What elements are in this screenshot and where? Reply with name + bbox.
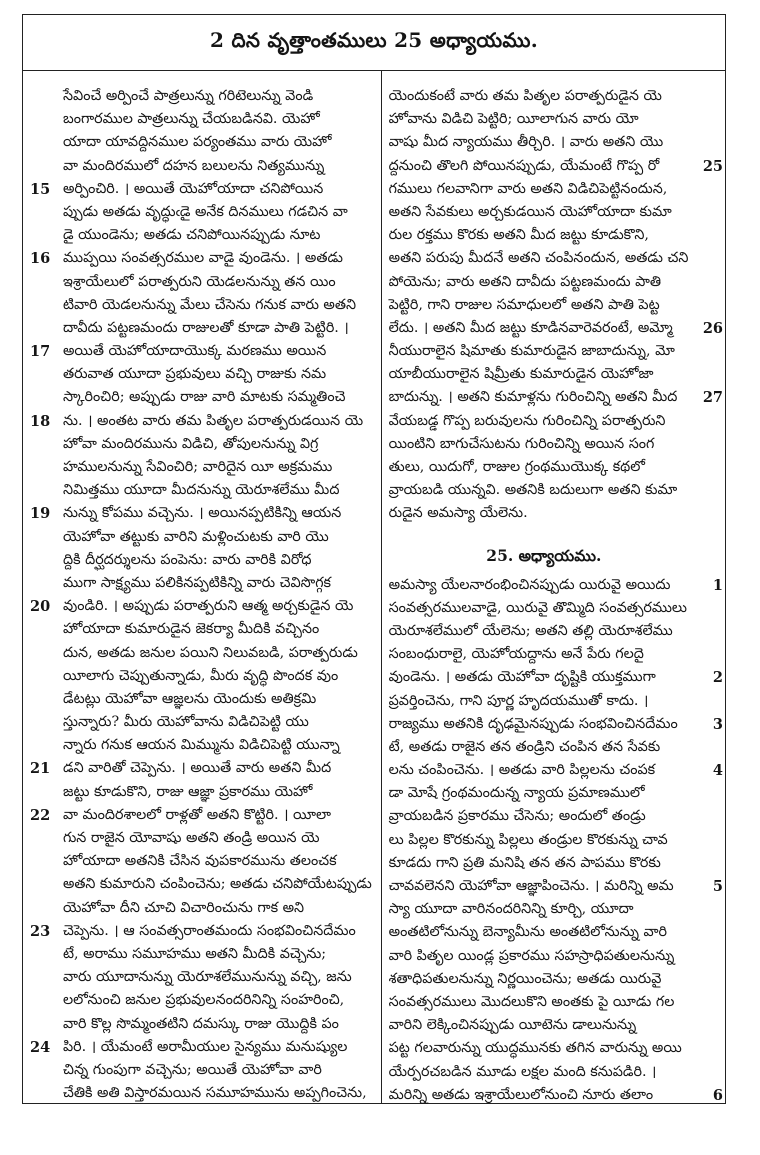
text-line bbox=[389, 991, 699, 1014]
verse-text: స్యా యూదా వారినందరినిన్ని కూర్చి, యూదా bbox=[388, 901, 634, 918]
verse-text: పెట్టిరి, గాని రాజుల సమాధులలో అతని పాతి పెట్ట bbox=[388, 296, 660, 313]
text-line bbox=[30, 410, 374, 433]
text-line bbox=[389, 178, 699, 201]
verse-text: పిరి. । యేమంటే అరామీయుల సైన్యము మనుష్యుల bbox=[63, 1038, 348, 1055]
text-line bbox=[388, 386, 723, 409]
verse-number: 20 bbox=[30, 598, 51, 616]
verse-text: వ్రాయబడి యున్నవి. అతనికి బదులుగా అతని కుమా bbox=[388, 482, 678, 499]
verse-number: 23 bbox=[30, 922, 51, 940]
text-line bbox=[63, 943, 374, 966]
text-line bbox=[63, 642, 374, 665]
text-line bbox=[389, 1037, 699, 1060]
verse-text: టే, అరాము సమూహము అతని మీదికి వచ్చెను; bbox=[63, 945, 327, 962]
verse-text: యింటిని బాగుచేసుటను గురించిన్ని అయిన సంగ bbox=[388, 435, 655, 452]
verse-number: 19 bbox=[30, 505, 51, 523]
text-line bbox=[30, 1036, 374, 1059]
verse-text: అమస్యా యేలనారంభించినప్పుడు యిరువై అయిదు bbox=[388, 576, 671, 593]
text-line bbox=[63, 688, 374, 711]
text-line bbox=[389, 410, 699, 433]
verse-number: 22 bbox=[30, 806, 51, 824]
verse-number: 26 bbox=[702, 319, 723, 337]
verse-text: చెప్పెను. । ఆ సంవత్సరాంతమందు సంభవించినదేమం bbox=[63, 922, 356, 939]
verse-text: అతని పరుపు మీదనే అతని చంపినందున, అతడు చని bbox=[388, 250, 689, 267]
verse-text: గున రాజైన యోవాషు అతని తండ్రి అయిన యె bbox=[63, 830, 320, 846]
text-line bbox=[389, 363, 699, 386]
verse-text: అంతటిలోనున్ను బెన్యామీను అంతటిలోనున్ను వారి bbox=[388, 924, 667, 941]
verse-text: డా మోషే గ్రంథమందున్న న్యాయ ప్రమాణములో bbox=[388, 785, 645, 802]
verse-text: చేతికి అతి విస్తారమయిన సమూహమును అప్పగించెను, bbox=[63, 1085, 367, 1102]
text-line bbox=[389, 108, 699, 131]
text-line bbox=[63, 456, 374, 479]
verse-number: 1 bbox=[712, 576, 723, 594]
text-line bbox=[389, 85, 699, 108]
text-line bbox=[63, 734, 374, 757]
verse-text: దావీదు పట్టణమందు రాజులతో కూడా పాతి పెట్టిరి. । bbox=[63, 319, 349, 336]
page-frame bbox=[22, 14, 726, 1104]
verse-text: యేర్పరచబడిన మూడు లక్షల మంది కనుపడిరి. । bbox=[388, 1063, 657, 1080]
verse-text: యెందుకంటే వారు తమ పితృల పరాత్పరుడైన యె bbox=[388, 88, 662, 104]
text-line bbox=[63, 317, 374, 340]
text-line bbox=[389, 643, 699, 666]
text-line bbox=[63, 873, 374, 896]
verse-text: హోవా మందిరమును విడిచి, తోపులనున్ను విగ్ర bbox=[63, 435, 319, 452]
text-line bbox=[63, 433, 374, 456]
text-line bbox=[63, 131, 374, 154]
text-line bbox=[389, 294, 699, 317]
verse-number: 5 bbox=[712, 878, 723, 895]
verse-number: 6 bbox=[712, 1086, 723, 1104]
text-line bbox=[30, 247, 374, 270]
verse-text: స్కారించిరి; అప్పుడు రాజు వారి మాటకు సమ్మతించె bbox=[63, 389, 346, 406]
verse-text: హోవాను విడిచి పెట్టిరి; యీలాగున వారు యో bbox=[388, 111, 639, 128]
text-columns bbox=[23, 71, 725, 1103]
verse-text: లేదు. । అతని మీద జట్టు కూడినవారెవరంటే, అమ్మో bbox=[388, 319, 673, 336]
text-line bbox=[389, 782, 699, 805]
verse-text: మరిన్ని అతడు ఇశ్రాయేలులోనుంచి నూరు తలాం bbox=[388, 1086, 654, 1103]
verse-text: ను. । అంతట వారు తమ పితృల పరాత్పరుడయిన యె bbox=[63, 412, 364, 429]
verse-text: చిన్న గుంపుగా వచ్చెను; అయితే యెహోవా వారి bbox=[63, 1061, 322, 1078]
text-line bbox=[63, 850, 374, 873]
verse-text: రుడైన అమస్యా యేలెను. bbox=[388, 505, 528, 522]
text-line bbox=[63, 526, 374, 549]
text-line bbox=[63, 665, 374, 688]
verse-text: ఇశ్రాయేలులో పరాత్పరుని యెడలనున్ను తన యిం bbox=[63, 273, 336, 290]
text-line bbox=[389, 340, 699, 363]
text-line bbox=[30, 757, 374, 780]
text-line bbox=[63, 549, 374, 572]
verse-text: యాదా యావద్దినముల పర్యంతము వారు యెహో bbox=[63, 134, 332, 151]
verse-number: 4 bbox=[712, 762, 723, 780]
verse-text: యెహోవా దీని చూచి విచారించును గాక అని bbox=[63, 899, 305, 916]
verse-text: న్నారు గనుక ఆయన మిమ్మును విడిచిపెట్టి యున్నా bbox=[63, 737, 340, 754]
text-line bbox=[389, 736, 699, 759]
text-line bbox=[388, 713, 723, 736]
text-line bbox=[388, 875, 723, 898]
text-line bbox=[63, 618, 374, 641]
verse-text: వారిని లెక్కించినప్పుడు యీటెను డాలునున్ను bbox=[388, 1017, 637, 1034]
verse-text: అయితే యెహోయాదాయొక్క మరణము అయిన bbox=[63, 343, 327, 360]
verse-number: 2 bbox=[712, 669, 723, 687]
text-line bbox=[63, 711, 374, 734]
text-line bbox=[63, 989, 374, 1012]
verse-text: యాబీయురాలైన షిమ్రీతు కుమారుడైన యెహోజా bbox=[388, 366, 654, 383]
verse-text: రుల రక్తము కొరకు అతని మీద జట్టు కూడుకొని, bbox=[388, 227, 649, 244]
text-line bbox=[388, 317, 723, 340]
text-line bbox=[30, 502, 374, 525]
verse-text: ద్దికి దీర్ఘదర్శులను పంపెను: వారు వారికి విరోధ bbox=[63, 551, 312, 568]
text-line bbox=[63, 294, 374, 317]
text-line bbox=[388, 666, 723, 689]
verse-text: హములనున్ను సేవించిరి; వారిదైన యీ అక్రమము bbox=[63, 459, 333, 475]
text-line bbox=[389, 945, 699, 968]
text-line bbox=[63, 781, 374, 804]
text-line bbox=[63, 1013, 374, 1036]
verse-text: వారు యూదానున్ను యెరూశలేమునున్ను వచ్చి, జను bbox=[63, 969, 352, 986]
verse-text: సంబంధురాలై, యెహోయద్దాను అనే పేరు గలదై bbox=[388, 646, 644, 663]
text-line bbox=[30, 595, 374, 618]
verse-text: చావవలెనని యెహోవా ఆజ్ఞాపించెను. । మరిన్ని అమ bbox=[388, 878, 674, 894]
text-line bbox=[389, 968, 699, 991]
verse-text: రాజ్యము అతనికి దృఢమైనప్పుడు సంభవించినదేమం bbox=[388, 715, 678, 732]
verse-text: వుండెను. । అతడు యెహోవా దృష్టికి యుక్తముగా bbox=[388, 669, 656, 686]
verse-text: సంవత్సరములవాడై, యిరువై తొమ్మిది సంవత్సరములు bbox=[388, 599, 688, 616]
text-line bbox=[389, 201, 699, 224]
text-line bbox=[389, 690, 699, 713]
right-column bbox=[382, 71, 725, 1103]
verse-text: పట్ట గలవారున్ను యుద్ధమునకు తగిన వారున్ను అయి bbox=[388, 1040, 682, 1057]
verse-text: తరువాత యూదా ప్రభువులు వచ్చి రాజుకు నమ bbox=[63, 366, 327, 383]
text-line bbox=[389, 479, 699, 502]
verse-text: వాషు మీద న్యాయము తీర్చిరి. । వారు అతని యొ bbox=[388, 134, 664, 151]
text-line bbox=[389, 1061, 699, 1084]
verse-text: నీయురాలైన షిమాతు కుమారుడైన జాబాదున్ను, మో bbox=[388, 343, 675, 360]
verse-text: టే, అతడు రాజైన తన తండ్రిని చంపిన తన సేవకు bbox=[388, 738, 661, 755]
text-line bbox=[389, 433, 699, 456]
text-line bbox=[63, 224, 374, 247]
text-line bbox=[389, 271, 699, 294]
verse-text: ద్దనుంచి తొలగి పోయినప్పుడు, యేమంటే గొప్ప రో bbox=[388, 157, 660, 174]
text-line bbox=[389, 456, 699, 479]
text-line bbox=[389, 1014, 699, 1037]
verse-text: ప్రవర్తించెను, గాని పూర్ణ హృదయముతో కాదు. । bbox=[388, 692, 649, 709]
text-line bbox=[30, 178, 374, 201]
verse-text: శతాధిపతులనున్ను నిర్ణయించెను; అతడు యిరువై bbox=[388, 970, 662, 987]
verse-text: డని వారితో చెప్పెను. । అయితే వారు అతని మీద bbox=[63, 760, 332, 777]
text-line bbox=[389, 131, 699, 154]
text-line bbox=[389, 224, 699, 247]
verse-text: డేటట్లు యెహోవా ఆజ్ఞలను యెందుకు అతిక్రమి bbox=[63, 690, 317, 707]
verse-text: సంవత్సరములు మొదలుకొని అంతకు పై యీడు గల bbox=[388, 993, 675, 1010]
text-line bbox=[389, 805, 699, 828]
page-title: 2 దిన వృత్తాంతములు 25 అధ్యాయము. bbox=[209, 28, 539, 52]
verse-text: బంగారముల పాత్రలున్ను చేయబడినవి. యెహో bbox=[63, 111, 320, 128]
text-line bbox=[63, 271, 374, 294]
text-line bbox=[388, 155, 723, 178]
text-line bbox=[63, 386, 374, 409]
verse-number: 18 bbox=[30, 412, 51, 430]
verse-number: 15 bbox=[30, 180, 51, 198]
text-line bbox=[63, 363, 374, 386]
verse-text: నున్ను కోపము వచ్చెను. । అయినప్పటికిన్ని ఆయన bbox=[63, 505, 342, 522]
verse-text: సేవించే అర్పించే పాత్రలున్ను గరిటెలున్ను వెండి bbox=[63, 88, 314, 104]
text-line bbox=[389, 852, 699, 875]
text-line bbox=[63, 1082, 374, 1105]
verse-text: టివారి యెడలనున్ను మేలు చేసెను గనుక వారు అతని bbox=[63, 296, 357, 313]
left-column bbox=[23, 71, 382, 1103]
verse-number: 25 bbox=[702, 157, 723, 175]
text-line bbox=[63, 108, 374, 131]
verse-text: ముగా సాక్ష్యము పలికినప్పటికిన్ని వారు చెవిసొగ్గక bbox=[63, 574, 332, 591]
verse-text: నిమిత్తము యూదా మీదనున్ను యెరూశలేము మీద bbox=[63, 482, 340, 499]
verse-number: 27 bbox=[702, 389, 723, 407]
verse-text: తులు, యిదుగో, రాజుల గ్రంథముయొక్క కథలో bbox=[388, 459, 645, 475]
verse-text: ముప్పయి సంవత్సరముల వాడై వుండెను. । అతడు bbox=[63, 250, 343, 267]
verse-number: 17 bbox=[30, 343, 51, 361]
text-line bbox=[63, 897, 374, 920]
text-line bbox=[63, 827, 374, 850]
verse-number: 24 bbox=[30, 1038, 51, 1056]
verse-text: అర్పించిరి. । అయితే యెహోయాదా చనిపోయిన bbox=[63, 180, 324, 197]
verse-text: అతని కుమారుని చంపించెను; అతడు చనిపోయేటప్పుడు bbox=[63, 876, 372, 893]
text-line bbox=[63, 479, 374, 502]
verse-text: యెహోవా తట్టుకు వారిని మళ్లించుటకు వారి యొ bbox=[63, 528, 329, 545]
verse-text: అతని సేవకులు అర్చకుడయిన యెహోయాదా కుమా bbox=[388, 203, 672, 220]
verse-text: బాదున్ను. । అతని కుమాళ్లను గురించిన్ని అతని మీద bbox=[388, 389, 678, 406]
verse-text: స్తున్నారు? మీరు యెహోవాను విడిచిపెట్టి యు bbox=[63, 714, 309, 731]
verse-text: వేయబడ్డ గొప్ప బరువులను గురించిన్ని పరాత్పరుని bbox=[388, 412, 666, 429]
chapter-heading: 25. అధ్యాయము. bbox=[486, 545, 602, 565]
verse-text: లను చంపించెను. । అతడు వారి పిల్లలను చంపక bbox=[388, 762, 656, 779]
verse-text: గములు గలవానిగా వారు అతని విడిచిపెట్టినందున, bbox=[388, 180, 668, 197]
text-line bbox=[389, 898, 699, 921]
text-line bbox=[389, 829, 699, 852]
verse-text: వా మందిరశాలలో రాళ్లతో అతని కొట్టిరి. । యీలా bbox=[63, 806, 331, 823]
text-line bbox=[30, 804, 374, 827]
verse-text: లలోనుంచి జనుల ప్రభువులనందరినిన్ని సంహరించి, bbox=[63, 992, 345, 1009]
verse-text: వుండిరి. । అప్పుడు పరాత్పరుని ఆత్మ అర్చకుడైన యె bbox=[63, 598, 354, 615]
text-line bbox=[388, 759, 723, 782]
text-line bbox=[389, 620, 699, 643]
verse-text: వా మందిరములో దహన బలులను నిత్యమున్ను bbox=[63, 157, 325, 174]
text-line bbox=[388, 574, 723, 597]
text-line bbox=[389, 502, 699, 525]
page-header bbox=[23, 15, 725, 71]
verse-text: డై యుండెను; అతడు చనిపోయినప్పుడు నూట bbox=[63, 227, 321, 244]
verse-number: 21 bbox=[30, 760, 51, 778]
text-line bbox=[63, 572, 374, 595]
verse-text: లు పిల్లల కొరకున్ను పిల్లలు తండ్రుల కొరకున్ను చావ bbox=[388, 831, 668, 848]
verse-text: వారి కొల్ల సొమ్మంతటిని దమస్కు రాజు యొద్దికి పం bbox=[63, 1015, 339, 1032]
text-line bbox=[63, 155, 374, 178]
verse-text: హోయాదా కుమారుడైన జెకర్యా మీదికి వచ్చినం bbox=[63, 621, 320, 638]
text-line bbox=[389, 597, 699, 620]
text-line bbox=[30, 920, 374, 943]
verse-text: వ్రాయబడిన ప్రకారము చేసెను; అందులో తండ్రు bbox=[388, 808, 646, 825]
verse-text: హోయాదా అతనికి చేసిన వుపకారమును తలంచక bbox=[63, 853, 337, 870]
verse-text: యీలాగు చెప్పుతున్నాడు, మీరు వృద్ధి పొందక వుం bbox=[63, 667, 339, 684]
verse-text: దున, అతడు జనుల పయిని నిలువబడి, పరాత్పరుడు bbox=[63, 644, 358, 661]
text-line bbox=[389, 921, 699, 944]
verse-text: యెరూశలేములో యేలెను; అతని తల్లి యెరూశలేము bbox=[388, 622, 673, 639]
verse-number: 3 bbox=[712, 715, 723, 733]
text-line bbox=[63, 85, 374, 108]
text-line bbox=[63, 201, 374, 224]
text-line bbox=[388, 1084, 723, 1107]
verse-text: జట్టు కూడుకొని, రాజు ఆజ్ఞా ప్రకారము యెహో bbox=[63, 783, 313, 800]
text-line bbox=[63, 1059, 374, 1082]
verse-text: వారి పితృల యిండ్ల ప్రకారము సహస్రాధిపతులనున్ను bbox=[388, 947, 675, 964]
verse-number: 16 bbox=[30, 250, 51, 268]
verse-text: ప్పుడు అతడు వృద్ధుఁడై అనేక దినములు గడచిన వా bbox=[63, 203, 348, 220]
text-line bbox=[30, 340, 374, 363]
text-line bbox=[389, 247, 699, 270]
verse-text: కూడదు గాని ప్రతి మనిషి తన తన పాపము కొరకు bbox=[388, 854, 661, 871]
text-line bbox=[63, 966, 374, 989]
verse-text: పోయెను; వారు అతని దావీదు పట్టణమందు పాతి bbox=[388, 273, 662, 290]
